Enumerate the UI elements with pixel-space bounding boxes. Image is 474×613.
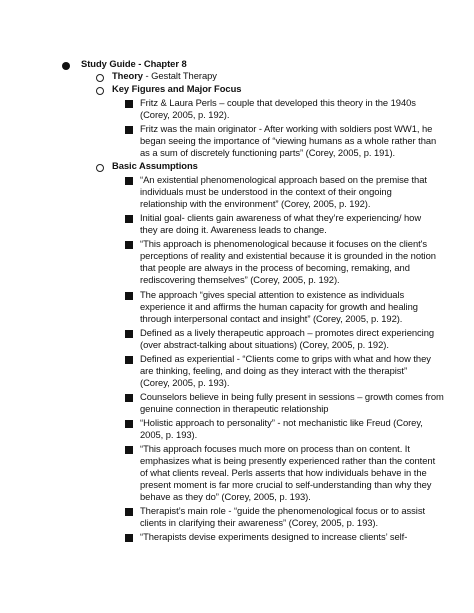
assumption-line: of what clients reveal. Perls asserts that how individuals behave in the — [140, 467, 427, 478]
assumption-line: “An existential phenomenological approach based on the premise that — [140, 174, 427, 185]
assumption-line: through interpersonal contact and insight” (Corey, 2005, p. 192). — [140, 313, 403, 324]
assumption-line: they are doing it. Awareness leads to change. — [140, 224, 327, 235]
square-bullet-icon — [125, 508, 133, 516]
assumption-line: genuine connection in therapeutic relationship — [140, 403, 329, 414]
assumption-line: 2005, p. 193). — [140, 429, 198, 440]
assumption-line: are thinking, feeling, and doing as they interact with the therapist” — [140, 365, 408, 376]
theory-label: Theory — [112, 70, 143, 81]
key-figure-line: (Corey, 2005, p. 192). — [140, 109, 230, 120]
assumption-line: behave as they do” (Corey, 2005, p. 193). — [140, 491, 311, 502]
basic-assumptions-heading: Basic Assumptions — [112, 160, 198, 171]
square-bullet-icon — [125, 394, 133, 402]
assumption-line: The approach “gives special attention to existence as individuals — [140, 289, 405, 300]
assumption-line: (Corey, 2005, p. 193). — [140, 377, 230, 388]
square-bullet-icon — [125, 420, 133, 428]
square-bullet-icon — [125, 534, 133, 542]
assumption-line: clients in clarifying their awareness” (Corey, 2005, p. 193). — [140, 517, 379, 528]
study-guide-title: Study Guide - Chapter 8 — [81, 58, 187, 69]
assumption-line: individuals must be understood in the context of their ongoing — [140, 186, 392, 197]
square-bullet-icon — [125, 177, 133, 185]
square-bullet-icon — [125, 100, 133, 108]
key-figure-line: Fritz & Laura Perls – couple that developed this theory in the 1940s — [140, 97, 416, 108]
assumption-line: Defined as experiential - “Clients come to grips with what and how they — [140, 353, 431, 364]
theory-line — [112, 70, 217, 82]
square-bullet-icon — [125, 356, 133, 364]
assumption-line: (over abstract-talking about situations) (Corey, 2005, p. 192). — [140, 339, 389, 350]
assumption-line: rediscovering themselves” (Corey, 2005, p. 192). — [140, 274, 340, 285]
key-figure-line: as a sum of discretely functioning parts” (Corey, 2005, p. 191). — [140, 147, 396, 158]
theory-text: - Gestalt Therapy — [142, 70, 217, 81]
filled-circle-bullet-icon — [62, 62, 70, 70]
assumption-line: “Therapists devise experiments designed to increase clients’ self- — [140, 531, 408, 542]
assumption-line: Counselors believe in being fully present in sessions – growth comes from — [140, 391, 444, 402]
hollow-circle-bullet-icon — [96, 164, 104, 172]
key-figures-heading: Key Figures and Major Focus — [112, 83, 242, 94]
assumption-line: “Holistic approach to personality” - not mechanistic like Freud (Corey, — [140, 417, 423, 428]
hollow-circle-bullet-icon — [96, 87, 104, 95]
square-bullet-icon — [125, 126, 133, 134]
square-bullet-icon — [125, 446, 133, 454]
assumption-line: Initial goal- clients gain awareness of what they’re experiencing/ how — [140, 212, 422, 223]
assumption-line: Defined as a lively therapeutic approach – promotes direct experiencing — [140, 327, 435, 338]
assumption-line: that people are always in the process of becoming, remaking, and — [140, 262, 410, 273]
assumption-line: Therapist’s main role - “guide the phenomenological focus or to assist — [140, 505, 426, 516]
square-bullet-icon — [125, 292, 133, 300]
key-figure-line: began seeing the importance of “viewing humans as a whole rather than — [140, 135, 437, 146]
assumption-line: “This approach focuses much more on process than on content. It — [140, 443, 410, 454]
square-bullet-icon — [125, 215, 133, 223]
assumption-line: experience it and affirms the human capacity for growth and healing — [140, 301, 418, 312]
assumption-line: relationship with the environment” (Corey, 2005, p. 192). — [140, 198, 371, 209]
assumption-line: perceptions of reality and existential because it is grounded in the notion — [140, 250, 436, 261]
hollow-circle-bullet-icon — [96, 74, 104, 82]
assumption-line: present moment is far more crucial to self-understanding than why they — [140, 479, 432, 490]
assumption-line: “This approach is phenomenological because it focuses on the client's — [140, 238, 428, 249]
key-figure-line: Fritz was the main originator - After working with soldiers post WW1, he — [140, 123, 433, 134]
square-bullet-icon — [125, 330, 133, 338]
assumption-line: emphasizes what is being presently experienced rather than the content — [140, 455, 436, 466]
square-bullet-icon — [125, 241, 133, 249]
